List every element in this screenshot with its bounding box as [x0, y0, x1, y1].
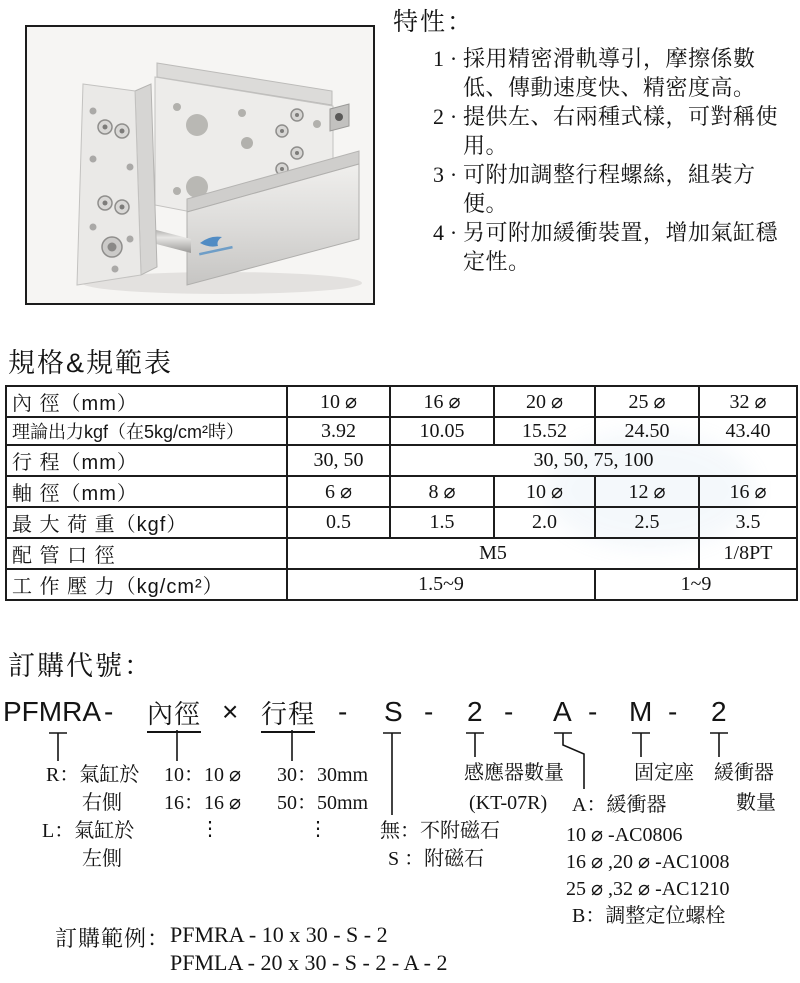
feature-number: 1: [433, 46, 444, 71]
feature-number: 3: [433, 162, 444, 187]
leg-stroke-30: 30：30mm: [277, 764, 369, 786]
row-label: 最 大 荷 重（kgf）: [6, 507, 287, 538]
leg-buffer-10: 10 ⌀ -AC0806: [566, 824, 683, 846]
code-dash: -: [588, 696, 598, 727]
cell: 3.5: [699, 507, 797, 538]
code-buffer: A: [553, 696, 572, 727]
cell: 6 ⌀: [287, 476, 390, 507]
code-dash: -: [104, 696, 114, 727]
cell: 25 ⌀: [595, 386, 699, 417]
cell: 2.0: [494, 507, 595, 538]
code-bore: 內徑: [147, 700, 201, 733]
cell: M5: [287, 538, 699, 569]
cell: 20 ⌀: [494, 386, 595, 417]
cell: 30, 50, 75, 100: [390, 445, 797, 476]
leg-mount-label: 固定座: [634, 762, 694, 784]
spec-row-load: [6, 507, 797, 538]
leg-buffer-a: A：緩衝器: [572, 794, 667, 816]
code-model: PFMRA: [3, 696, 101, 727]
leg-side-l: L：氣缸於: [42, 820, 135, 842]
feature-item: [427, 160, 795, 218]
order-code-diagram: [0, 695, 800, 983]
leg-bore-ellipsis: ⋮: [200, 818, 220, 840]
code-dash: -: [504, 696, 514, 727]
feature-number: 4: [433, 220, 444, 245]
spec-row-stroke: [6, 445, 797, 476]
feature-text: 另可附加緩衝裝置，增加氣缸穩定性。: [463, 220, 779, 274]
features-list: [427, 44, 795, 276]
code-dash: -: [424, 696, 434, 727]
leg-buffer-qty-2: 數量: [736, 792, 776, 814]
leg-stroke-50: 50：50mm: [277, 792, 369, 814]
cell: 16 ⌀: [390, 386, 494, 417]
spec-table: [5, 385, 798, 601]
cell: 1~9: [595, 569, 797, 600]
leg-side-right: 右側: [82, 792, 122, 814]
leg-sensor-model: (KT-07R): [469, 792, 548, 814]
feature-bullet: ·: [449, 46, 458, 71]
feature-item: [427, 218, 795, 276]
cell: 1.5: [390, 507, 494, 538]
feature-bullet: ·: [449, 104, 458, 129]
product-photo: [25, 25, 375, 305]
cell: 2.5: [595, 507, 699, 538]
code-dash: -: [668, 696, 678, 727]
row-label: 行 程（mm）: [6, 445, 287, 476]
spec-row-pressure: [6, 569, 797, 600]
spec-table-title: 規格&規範表: [8, 348, 174, 378]
spec-row-port: [6, 538, 797, 569]
feature-bullet: ·: [449, 162, 458, 187]
leg-magnet-none: 無：不附磁石: [380, 820, 500, 842]
leg-buffer-qty-1: 緩衝器: [714, 762, 774, 784]
leg-buffer-25: 25 ⌀ ,32 ⌀ -AC1210: [566, 878, 730, 900]
example-label: 訂購範例：: [55, 926, 171, 951]
code-stroke: 行程: [261, 700, 315, 733]
row-label: 配 管 口 徑: [6, 538, 287, 569]
leg-bore-10: 10：10 ⌀: [164, 764, 242, 786]
leg-stroke-ellipsis: ⋮: [308, 818, 328, 840]
cell: 15.52: [494, 417, 595, 445]
code-mount: M: [629, 696, 653, 727]
cell: 10.05: [390, 417, 494, 445]
cell: 43.40: [699, 417, 797, 445]
cell: 10 ⌀: [287, 386, 390, 417]
spec-row-force: [6, 417, 797, 445]
leg-buffer-b: B：調整定位螺栓: [572, 905, 726, 927]
row-label: 軸 徑（mm）: [6, 476, 287, 507]
feature-item: [427, 44, 795, 102]
spec-row-bore: [6, 386, 797, 417]
spec-row-shaft: [6, 476, 797, 507]
feature-text: 提供左、右兩種式樣，可對稱使用。: [463, 104, 779, 158]
feature-item: [427, 102, 795, 160]
feature-text: 可附加調整行程螺絲，組裝方便。: [463, 162, 756, 216]
leg-sensor-label: 感應器數量: [464, 762, 564, 784]
code-magnet: S: [384, 696, 403, 727]
cell: 32 ⌀: [699, 386, 797, 417]
code-sensor-qty: 2: [467, 696, 483, 727]
feature-text: 採用精密滑軌導引，摩擦係數低、傳動速度快、精密度高。: [463, 46, 756, 100]
code-dash: -: [338, 696, 348, 727]
example-line-2: PFMLA - 20 x 30 - S - 2 - A - 2: [170, 950, 448, 975]
example-line-1: PFMRA - 10 x 30 - S - 2: [170, 922, 388, 947]
leg-bore-16: 16：16 ⌀: [164, 792, 242, 814]
feature-number: 2: [433, 104, 444, 129]
feature-bullet: ·: [449, 220, 458, 245]
order-code-title: 訂購代號：: [8, 651, 153, 681]
leg-side-left: 左側: [82, 848, 122, 870]
cell: 16 ⌀: [699, 476, 797, 507]
cell: 10 ⌀: [494, 476, 595, 507]
row-label: 理論出力kgf（在5kg/cm²時）: [6, 417, 287, 445]
row-label: 內 徑（mm）: [6, 386, 287, 417]
leg-side-r: R：氣缸於: [46, 764, 140, 786]
code-times: ×: [222, 696, 239, 727]
cell: 1.5~9: [287, 569, 595, 600]
features-title: 特性：: [393, 8, 475, 36]
cell: 12 ⌀: [595, 476, 699, 507]
row-label: 工 作 壓 力（kg/cm²）: [6, 569, 287, 600]
features-section: [393, 2, 797, 276]
cell: 0.5: [287, 507, 390, 538]
leg-magnet-s: S ：附磁石: [388, 848, 485, 870]
cell: 30, 50: [287, 445, 390, 476]
leg-buffer-16: 16 ⌀ ,20 ⌀ -AC1008: [566, 851, 730, 873]
code-buffer-qty: 2: [711, 696, 727, 727]
cell: 3.92: [287, 417, 390, 445]
product-photo-illustration: [27, 27, 373, 303]
cell: 1/8PT: [699, 538, 797, 569]
cell: 8 ⌀: [390, 476, 494, 507]
cell: 24.50: [595, 417, 699, 445]
